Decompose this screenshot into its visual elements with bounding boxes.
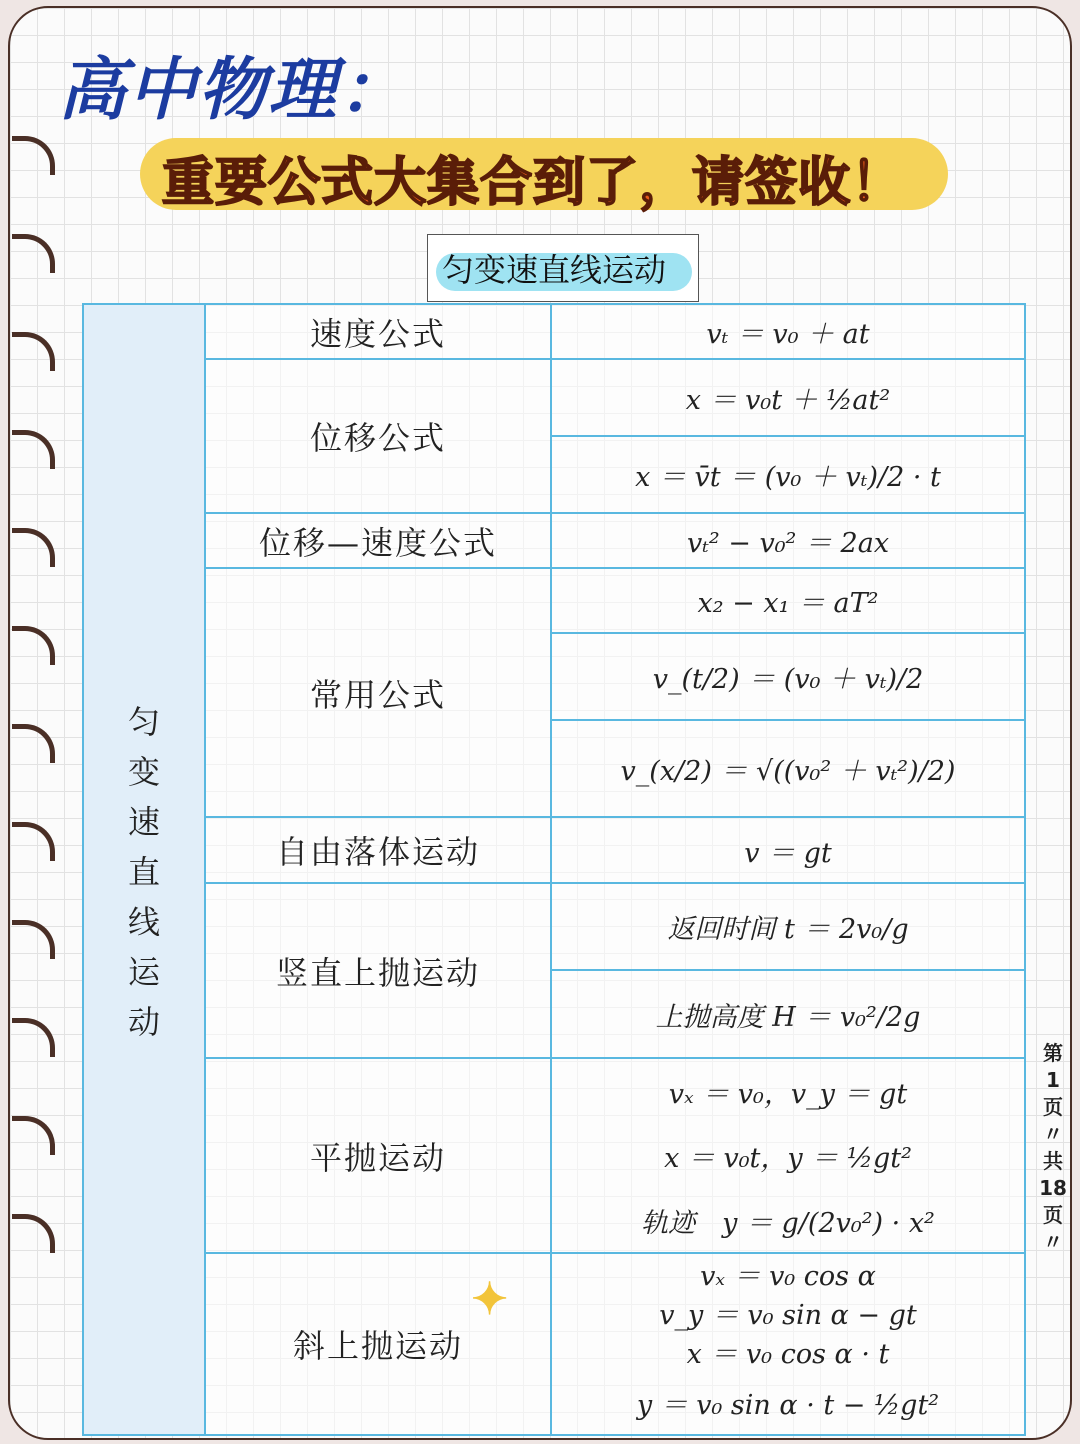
formula-cell: vₜ² − v₀² ＝ 2ax: [551, 513, 1025, 568]
formula-cell: y ＝ v₀ sin α · t − ½gt²: [551, 1371, 1025, 1435]
formula-cell: vₓ ＝ v₀ cos α: [551, 1253, 1025, 1293]
formula-name-cell: [205, 513, 551, 568]
category-char: 直: [127, 852, 160, 891]
page-title: 高中物理：: [58, 51, 409, 130]
formula-name: 常用公式: [309, 675, 446, 714]
category-char: 匀: [127, 702, 160, 741]
formula-cell: v_(x/2) ＝ √((v₀² ＋ vₜ²)/2): [551, 720, 1025, 817]
formula-table: [82, 303, 1026, 1436]
formula-name: 位移公式: [309, 419, 446, 457]
formula-cell: 返回时间 t ＝ 2v₀/g: [551, 883, 1025, 970]
binder-ring: [12, 234, 55, 273]
formula-cell: 上抛高度 H ＝ v₀²/2g: [551, 970, 1025, 1058]
formula-cell: vₜ ＝ v₀ ＋ at: [551, 304, 1025, 359]
formula-cell: x₂ − x₁ ＝ aT²: [551, 568, 1025, 633]
binder-ring: [12, 920, 55, 959]
section-heading: [427, 234, 699, 302]
category-char: 运: [127, 952, 160, 991]
sparkle-icon: ✦: [471, 1274, 508, 1325]
formula-name: 速度公式: [309, 314, 446, 353]
binder-ring: [12, 136, 55, 175]
formula-name-cell: [205, 883, 551, 1058]
formula-cell: x ＝ v₀ cos α · t: [551, 1332, 1025, 1371]
formula-name: 位移—速度公式: [258, 523, 497, 562]
table-row: [83, 1058, 1025, 1123]
binder-ring: [12, 822, 55, 861]
formula-cell: vₓ ＝ v₀，v_y ＝ gt: [551, 1058, 1025, 1123]
category-char: 速: [127, 802, 160, 841]
binder-ring: [12, 430, 55, 469]
table-row: [83, 817, 1025, 883]
table-row: [83, 359, 1025, 436]
formula-name: 竖直上抛运动: [275, 953, 480, 992]
formula-name: 自由落体运动: [275, 833, 480, 871]
category-char: 变: [127, 752, 160, 791]
binder-ring: [12, 1018, 55, 1057]
formula-cell: v_y ＝ v₀ sin α − gt: [551, 1293, 1025, 1332]
formula-name-cell: [205, 1058, 551, 1253]
formula-cell: x ＝ v₀t，y ＝ ½gt²: [551, 1123, 1025, 1188]
formula-cell: v ＝ gt: [551, 817, 1025, 883]
formula-name-cell: [205, 1253, 551, 1435]
binder-ring: [12, 626, 55, 665]
formula-name-cell: [205, 304, 551, 359]
category-cell: [83, 304, 205, 1435]
formula-cell: v_(t/2) ＝ (v₀ ＋ vₜ)/2: [551, 633, 1025, 720]
formula-name: 斜上抛运动: [292, 1327, 463, 1365]
table-row: [83, 513, 1025, 568]
formula-cell: x ＝ v̄t ＝ (v₀ ＋ vₜ)/2 · t: [551, 436, 1025, 513]
binder-ring: [12, 332, 55, 371]
formula-name-cell: [205, 817, 551, 883]
binder-ring: [12, 1214, 55, 1253]
category-char: 动: [127, 1002, 160, 1041]
binder-ring: [12, 724, 55, 763]
binder-ring: [12, 528, 55, 567]
formula-cell: 轨迹 y ＝ g/(2v₀²) · x²: [551, 1188, 1025, 1253]
page-indicator: 第1页〃共18页〃: [1039, 1041, 1067, 1254]
page-subtitle: 重要公式大集合到了，请签收！: [162, 153, 905, 213]
formula-name: 平抛运动: [309, 1138, 446, 1177]
category-char: 线: [127, 902, 160, 941]
table-row: [83, 304, 1025, 359]
formula-cell: x ＝ v₀t ＋ ½at²: [551, 359, 1025, 436]
formula-name-cell: [205, 568, 551, 817]
table-row: [83, 1253, 1025, 1293]
formula-name-cell: [205, 359, 551, 513]
section-title: 匀变速直线运动: [442, 251, 667, 289]
table-row: [83, 883, 1025, 970]
table-row: [83, 568, 1025, 633]
binder-ring: [12, 1116, 55, 1155]
